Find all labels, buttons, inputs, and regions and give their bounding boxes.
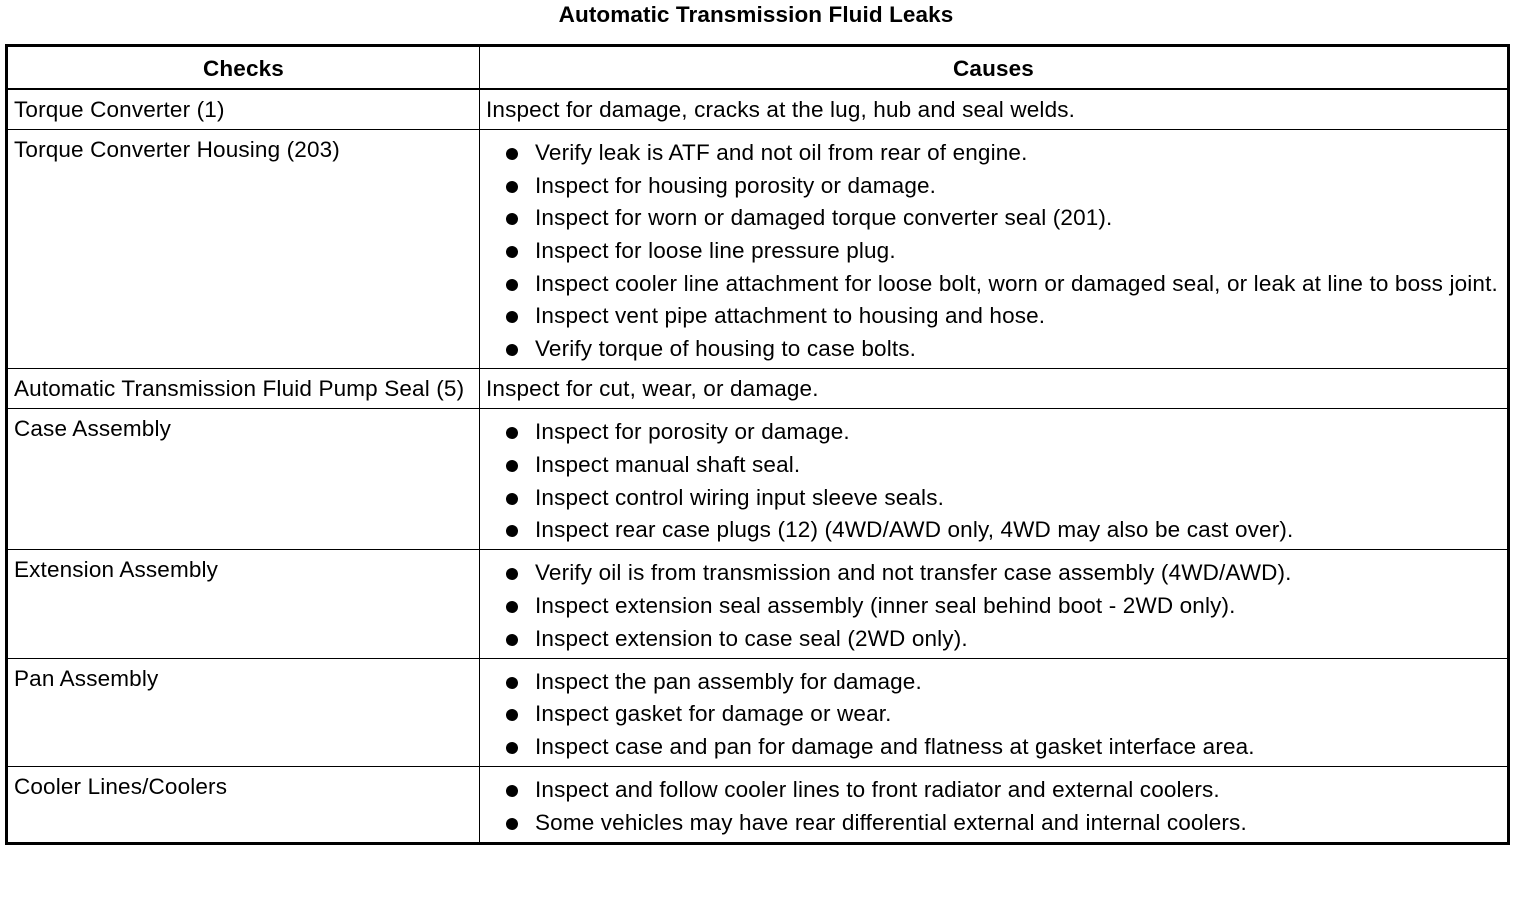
bullet-text: Inspect case and pan for damage and flatness at gasket interface area. bbox=[535, 733, 1255, 759]
cause-cell bbox=[480, 550, 1509, 658]
cause-bullet-item bbox=[486, 269, 1503, 299]
bullet-dot-icon bbox=[506, 709, 518, 721]
bullet-text: Inspect control wiring input sleeve seals. bbox=[535, 484, 945, 510]
check-cell: Torque Converter Housing (203) bbox=[7, 130, 480, 369]
bullet-text: Verify torque of housing to case bolts. bbox=[535, 336, 917, 362]
bullet-dot-icon bbox=[506, 148, 518, 160]
bullet-dot-icon bbox=[506, 677, 518, 689]
cause-bullet-item bbox=[486, 334, 1503, 364]
cause-bullet-item bbox=[486, 515, 1503, 545]
bullet-text: Inspect extension to case seal (2WD only). bbox=[535, 625, 968, 651]
bullet-dot-icon bbox=[506, 460, 518, 472]
cause-text: Inspect for cut, wear, or damage. bbox=[486, 376, 819, 402]
cause-bullet-item bbox=[486, 301, 1503, 331]
check-cell: Torque Converter (1) bbox=[7, 89, 480, 130]
bullet-dot-icon bbox=[506, 311, 518, 323]
check-cell: Extension Assembly bbox=[7, 550, 480, 658]
bullet-text: Verify leak is ATF and not oil from rear of engine. bbox=[535, 140, 1028, 165]
bullet-dot-icon bbox=[506, 344, 518, 356]
bullet-dot-icon bbox=[506, 525, 518, 537]
table-row bbox=[7, 409, 1509, 550]
bullet-text: Inspect the pan assembly for damage. bbox=[535, 668, 922, 694]
table-body bbox=[7, 89, 1509, 843]
bullet-dot-icon bbox=[506, 246, 518, 258]
table-row bbox=[7, 130, 1509, 369]
check-cell: Pan Assembly bbox=[7, 658, 480, 766]
bullet-dot-icon bbox=[506, 493, 518, 505]
cause-bullet-item bbox=[486, 483, 1503, 513]
bullet-text: Inspect for loose line pressure plug. bbox=[535, 238, 896, 264]
causes-column-header: Causes bbox=[480, 46, 1509, 90]
cause-bullet-item bbox=[486, 171, 1503, 201]
table-row bbox=[7, 550, 1509, 658]
bullet-dot-icon bbox=[506, 785, 518, 797]
cause-cell bbox=[480, 130, 1509, 369]
bullet-dot-icon bbox=[506, 427, 518, 439]
table-row bbox=[7, 369, 1509, 409]
bullet-text: Inspect for worn or damaged torque converter seal (201). bbox=[535, 205, 1113, 231]
check-cell: Case Assembly bbox=[7, 409, 480, 550]
cause-text: Inspect for damage, cracks at the lug, hub and seal welds. bbox=[486, 97, 1076, 122]
table-row bbox=[7, 658, 1509, 766]
cause-bullet-item bbox=[486, 732, 1503, 762]
bullet-text: Inspect manual shaft seal. bbox=[535, 451, 801, 477]
cause-bullet-list bbox=[486, 135, 1503, 364]
cause-cell bbox=[480, 369, 1509, 409]
bullet-text: Inspect vent pipe attachment to housing and hose. bbox=[535, 303, 1046, 329]
bullet-dot-icon bbox=[506, 279, 518, 291]
cause-cell bbox=[480, 658, 1509, 766]
bullet-dot-icon bbox=[506, 818, 518, 830]
bullet-text: Some vehicles may have rear differential external and internal coolers. bbox=[535, 809, 1247, 835]
bullet-dot-icon bbox=[506, 742, 518, 754]
bullet-text: Inspect and follow cooler lines to front radiator and external coolers. bbox=[535, 776, 1220, 802]
check-cell: Cooler Lines/Coolers bbox=[7, 766, 480, 843]
bullet-text: Verify oil is from transmission and not transfer case assembly (4WD/AWD). bbox=[535, 560, 1292, 586]
cause-bullet-item bbox=[486, 138, 1503, 168]
bullet-text: Inspect gasket for damage or wear. bbox=[535, 701, 892, 727]
cause-bullet-item bbox=[486, 808, 1503, 838]
table-row bbox=[7, 89, 1509, 130]
cause-bullet-item bbox=[486, 558, 1503, 588]
cause-bullet-item bbox=[486, 236, 1503, 266]
checks-column-header: Checks bbox=[7, 46, 480, 90]
cause-cell bbox=[480, 89, 1509, 130]
cause-bullet-item bbox=[486, 417, 1503, 447]
bullet-dot-icon bbox=[506, 213, 518, 225]
cause-bullet-list bbox=[486, 555, 1503, 653]
cause-bullet-item bbox=[486, 699, 1503, 729]
table-row bbox=[7, 766, 1509, 843]
cause-bullet-item bbox=[486, 591, 1503, 621]
cause-bullet-item bbox=[486, 667, 1503, 697]
cause-bullet-item bbox=[486, 203, 1503, 233]
bullet-text: Inspect for porosity or damage. bbox=[535, 419, 850, 445]
cause-bullet-list bbox=[486, 414, 1503, 545]
document-title: Automatic Transmission Fluid Leaks bbox=[558, 2, 954, 27]
bullet-text: Inspect rear case plugs (12) (4WD/AWD only, 4WD may also be cast over). bbox=[535, 517, 1294, 543]
table-header-row bbox=[7, 46, 1509, 90]
cause-bullet-item bbox=[486, 775, 1503, 805]
bullet-dot-icon bbox=[506, 181, 518, 193]
bullet-dot-icon bbox=[506, 601, 518, 613]
bullet-dot-icon bbox=[506, 568, 518, 580]
fluid-leaks-table bbox=[5, 44, 1510, 845]
cause-bullet-list bbox=[486, 664, 1503, 762]
cause-bullet-list bbox=[486, 772, 1503, 838]
check-cell: Automatic Transmission Fluid Pump Seal (5) bbox=[7, 369, 480, 409]
cause-cell bbox=[480, 409, 1509, 550]
bullet-dot-icon bbox=[506, 634, 518, 646]
cause-cell bbox=[480, 766, 1509, 843]
bullet-text: Inspect extension seal assembly (inner seal behind boot - 2WD only). bbox=[535, 592, 1236, 618]
cause-bullet-item bbox=[486, 450, 1503, 480]
bullet-text: Inspect for housing porosity or damage. bbox=[535, 172, 937, 198]
bullet-text: Inspect cooler line attachment for loose bolt, worn or damaged seal, or leak at line to boss joint. bbox=[535, 270, 1498, 296]
cause-bullet-item bbox=[486, 624, 1503, 654]
